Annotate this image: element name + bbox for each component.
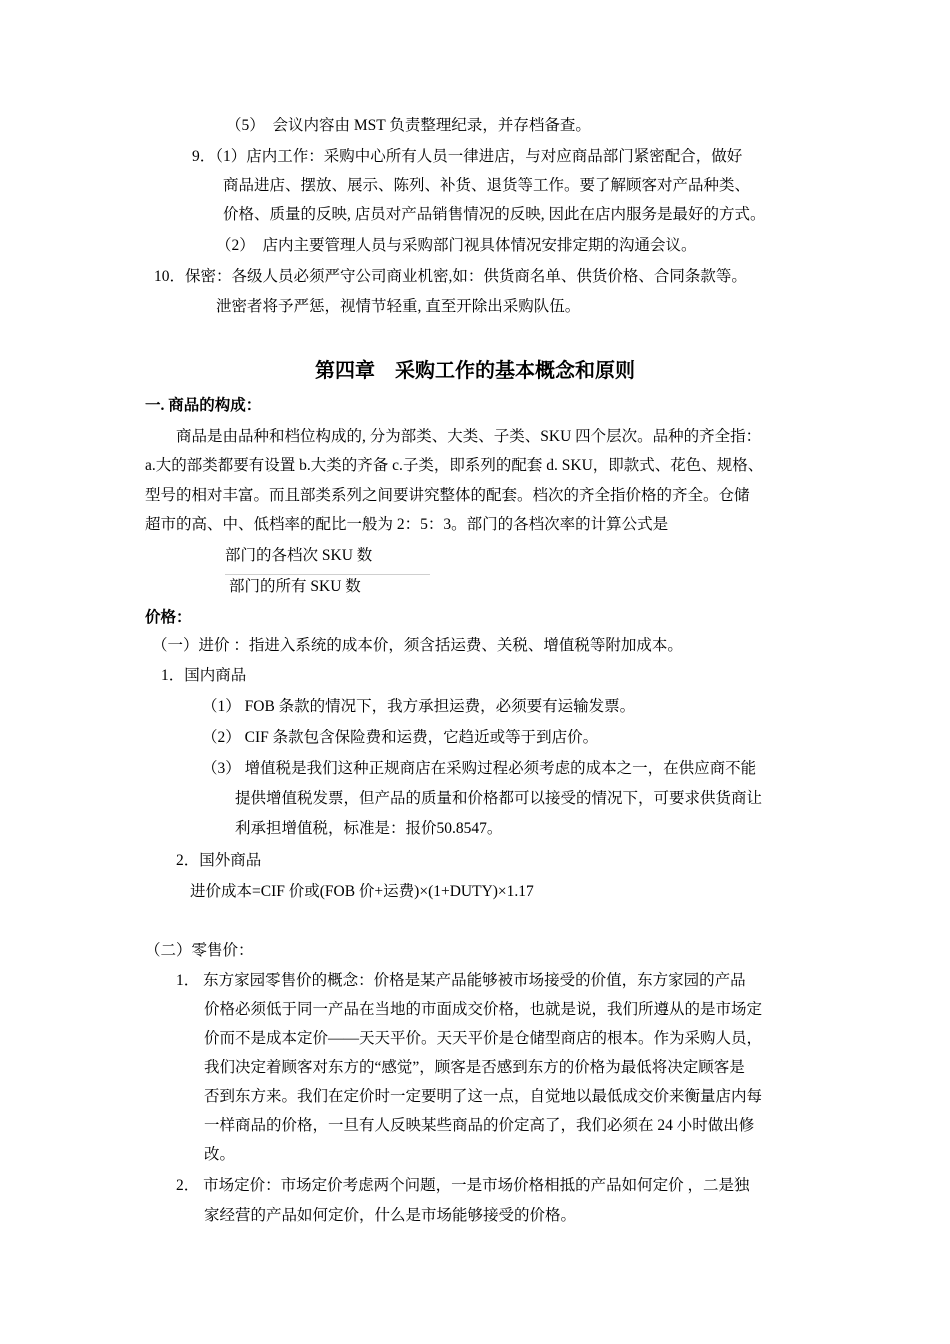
paragraph-line: a.大的部类都要有设置 b.大类的齐备 c.子类，即系列的配套 d. SKU，即款式、花色、规格、 — [145, 457, 764, 474]
paragraph-line: 9．（1）店内工作：采购中心所有人员一律进店，与对应商品部门紧密配合，做好 — [192, 148, 743, 165]
paragraph-line: 2．国外商品 — [176, 852, 262, 869]
paragraph-line: 否到东方来。我们在定价时一定要明了这一点，自觉地以最低成交价来衡量店内每 — [204, 1088, 763, 1105]
paragraph-line: 2． 市场定价：市场定价考虑两个问题，一是市场价格相抵的产品如何定价 ，二是独 — [176, 1177, 750, 1194]
price-heading: 价格： — [145, 609, 192, 626]
paragraph-line: （2） 店内主要管理人员与采购部门视具体情况安排定期的沟通会议。 — [216, 237, 697, 254]
paragraph-line: 型号的相对丰富。而且部类系列之间要讲究整体的配套。档次的齐全指价格的齐全。仓储 — [145, 487, 750, 504]
paragraph-line: （2） CIF 条款包含保险费和运费，它趋近或等于到店价。 — [202, 729, 599, 746]
paragraph-line: 一样商品的价格，一旦有人反映某些商品的价定高了，我们必须在 24 小时做出修 — [204, 1117, 755, 1134]
formula-fraction-bar — [225, 574, 430, 575]
paragraph-line: 泄密者将予严惩，视情节轻重, 直至开除出采购队伍。 — [216, 298, 581, 315]
paragraph-line: （5） 会议内容由 MST 负责整理纪录，并存档备查。 — [226, 117, 591, 134]
paragraph-line: 家经营的产品如何定价，什么是市场能够接受的价格。 — [204, 1207, 577, 1224]
paragraph-line: 商品是由品种和档位构成的, 分为部类、大类、子类、SKU 四个层次。品种的齐全指： — [176, 428, 762, 445]
paragraph-line: 1．国内商品 — [161, 667, 247, 684]
paragraph-line: 价格必须低于同一产品在当地的市面成交价格，也就是说，我们所遵从的是市场定 — [204, 1001, 763, 1018]
paragraph-line: 价格、质量的反映, 店员对产品销售情况的反映, 因此在店内服务是最好的方式。 — [223, 206, 766, 223]
formula-denominator: 部门的所有 SKU 数 — [229, 578, 361, 595]
section-heading: 一. 商品的构成： — [145, 397, 262, 414]
paragraph-line: 利承担增值税，标准是：报价50.8547。 — [235, 820, 503, 837]
paragraph-line: 我们决定着顾客对东方的“感觉”，顾客是否感到东方的价格为最低将决定顾客是 — [204, 1059, 745, 1076]
paragraph-line: 商品进店、摆放、展示、陈列、补货、退货等工作。要了解顾客对产品种类、 — [223, 177, 751, 194]
paragraph-line: 超市的高、中、低档率的配比一般为 2：5：3。部门的各档次率的计算公式是 — [145, 516, 669, 533]
paragraph-line: （3） 增值税是我们这种正规商店在采购过程必须考虑的成本之一，在供应商不能 — [202, 760, 757, 777]
paragraph-line: （一）进价 ：指进入系统的成本价，须含括运费、关税、增值税等附加成本。 — [152, 637, 683, 654]
chapter-title: 第四章 采购工作的基本概念和原则 — [315, 360, 635, 382]
paragraph-line: 提供增值税发票，但产品的质量和价格都可以接受的情况下，可要求供货商让 — [235, 790, 763, 807]
formula-numerator: 部门的各档次 SKU 数 — [225, 547, 373, 564]
paragraph-line: 价而不是成本定价——天天平价。天天平价是仓储型商店的根本。作为采购人员， — [204, 1030, 763, 1047]
paragraph-line: 10．保密：各级人员必须严守公司商业机密,如：供货商名单、供货价格、合同条款等。 — [154, 268, 747, 285]
paragraph-line: （二）零售价： — [145, 942, 254, 959]
paragraph-line: （1） FOB 条款的情况下，我方承担运费，必须要有运输发票。 — [202, 698, 636, 715]
paragraph-line: 1． 东方家园零售价的概念：价格是某产品能够被市场接受的价值，东方家园的产品 — [176, 972, 746, 989]
paragraph-line: 改。 — [204, 1146, 236, 1163]
formula-line: 进价成本=CIF 价或(FOB 价+运费)×(1+DUTY)×1.17 — [190, 883, 534, 900]
